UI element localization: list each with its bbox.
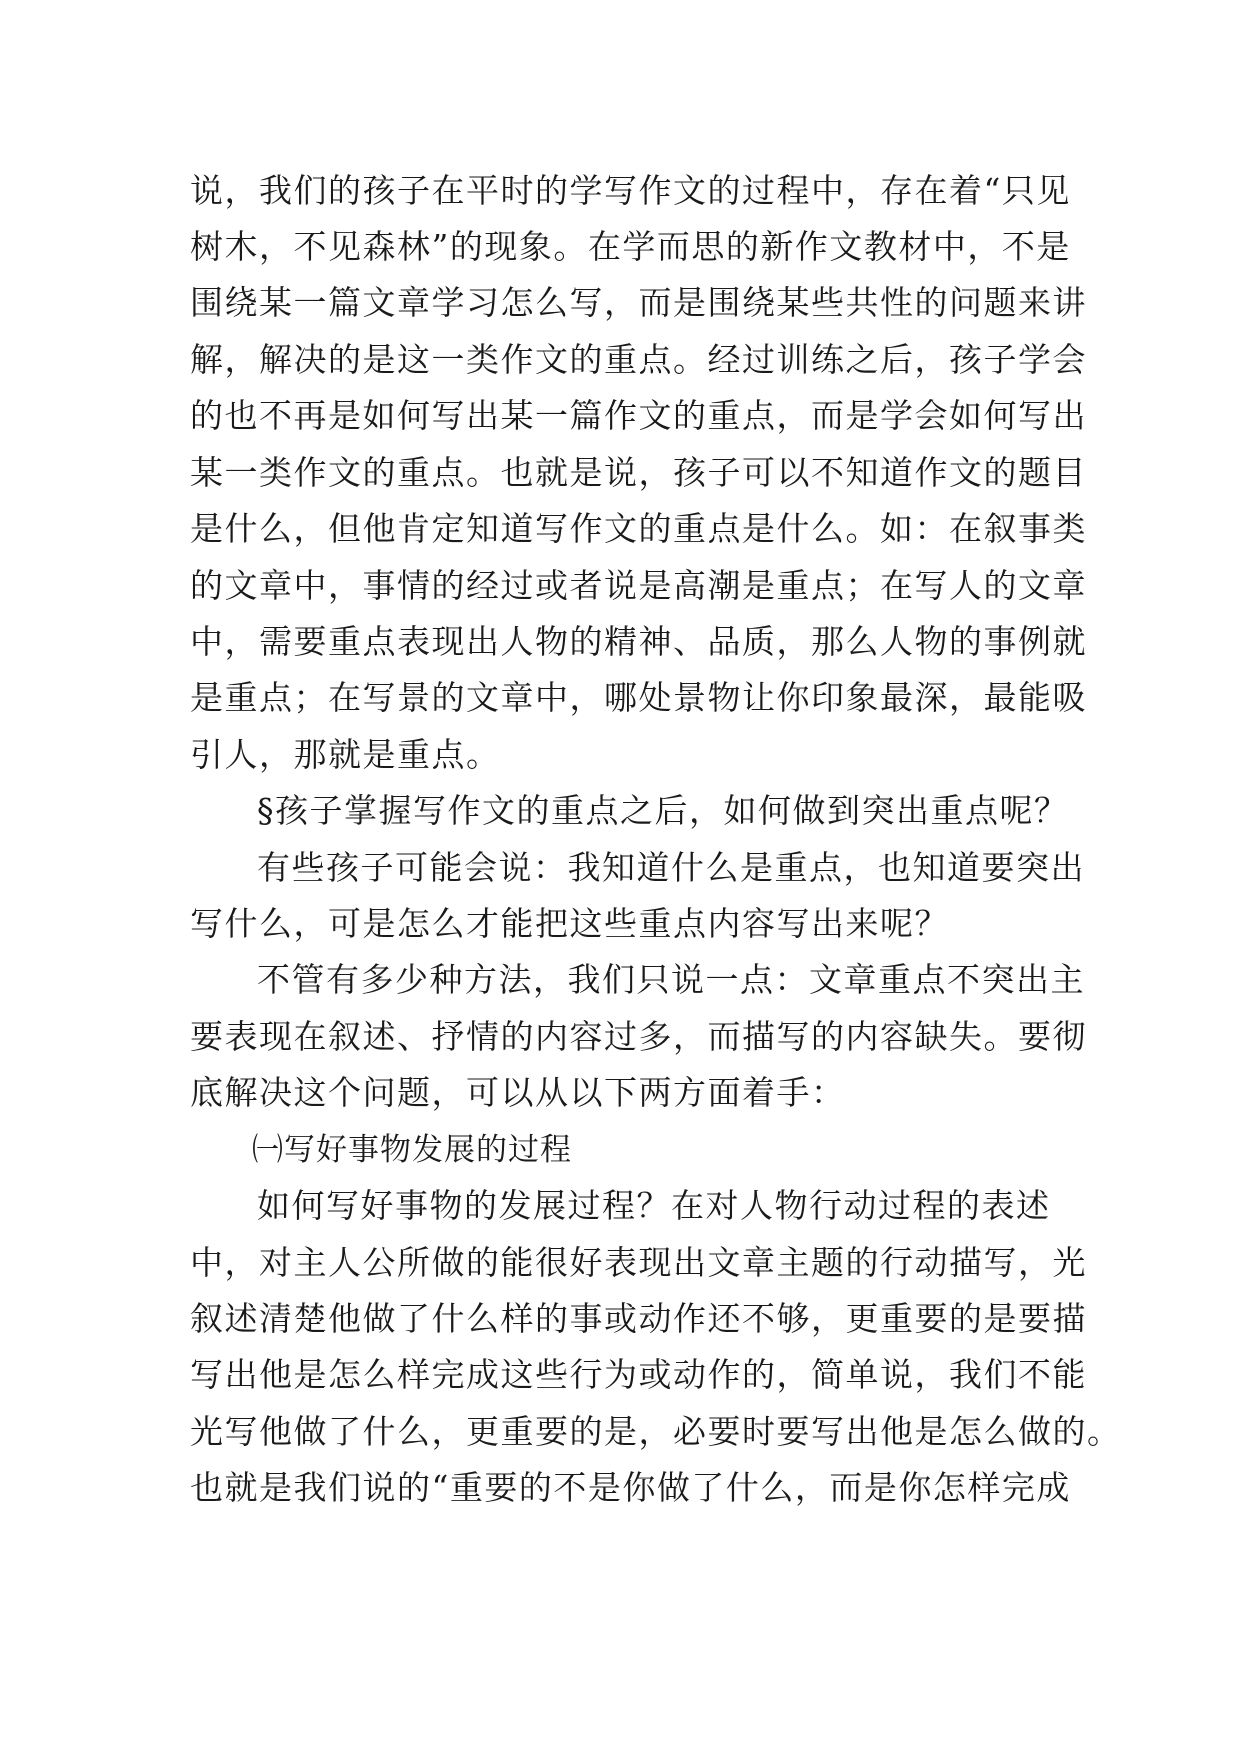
text-line: 解，解决的是这一类作文的重点。经过训练之后，孩子学会 xyxy=(190,340,1087,379)
paragraph-start: 有些孩子可能会说：我知道什么是重点，也知道要突出 xyxy=(257,848,1085,887)
text-line: 也就是我们说的“重要的不是你做了什么，而是你怎样完成 xyxy=(190,1468,1071,1507)
text-line: 写出他是怎么样完成这些行为或动作的，简单说，我们不能 xyxy=(190,1355,1087,1394)
text-line: 的也不再是如何写出某一篇作文的重点，而是学会如何写出 xyxy=(190,396,1087,435)
text-line: 底解决这个问题，可以从以下两方面着手： xyxy=(190,1073,846,1112)
text-line: 的文章中，事情的经过或者说是高潮是重点；在写人的文章 xyxy=(190,566,1087,605)
text-line: 要表现在叙述、抒情的内容过多，而描写的内容缺失。要彻 xyxy=(190,1017,1087,1056)
subsection-heading: ㈠写好事物发展的过程 xyxy=(252,1132,572,1168)
text-line: 是什么，但他肯定知道写作文的重点是什么。如：在叙事类 xyxy=(190,509,1087,548)
text-line: 是重点；在写景的文章中，哪处景物让你印象最深，最能吸 xyxy=(190,678,1087,717)
text-line: 中，对主人公所做的能很好表现出文章主题的行动描写，光 xyxy=(190,1243,1087,1282)
section-heading: §孩子掌握写作文的重点之后，如何做到突出重点呢？ xyxy=(257,791,1069,830)
text-line: 中，需要重点表现出人物的精神、品质，那么人物的事例就 xyxy=(190,622,1087,661)
paragraph-start: 不管有多少种方法，我们只说一点：文章重点不突出主 xyxy=(257,960,1085,999)
text-line: 叙述清楚他做了什么样的事或动作还不够，更重要的是要描 xyxy=(190,1299,1087,1338)
text-line: 某一类作文的重点。也就是说，孩子可以不知道作文的题目 xyxy=(190,453,1087,492)
paragraph-start: 如何写好事物的发展过程？在对人物行动过程的表述 xyxy=(257,1186,1051,1225)
text-line: 写什么，可是怎么才能把这些重点内容写出来呢？ xyxy=(190,904,949,943)
text-line: 光写他做了什么，更重要的是，必要时要写出他是怎么做的。 xyxy=(190,1412,1122,1451)
text-line: 说，我们的孩子在平时的学写作文的过程中，存在着“只见 xyxy=(190,171,1071,210)
text-line: 树木，不见森林”的现象。在学而思的新作文教材中，不是 xyxy=(190,227,1071,266)
text-line: 引人，那就是重点。 xyxy=(190,735,501,774)
text-line: 围绕某一篇文章学习怎么写，而是围绕某些共性的问题来讲 xyxy=(190,283,1087,322)
